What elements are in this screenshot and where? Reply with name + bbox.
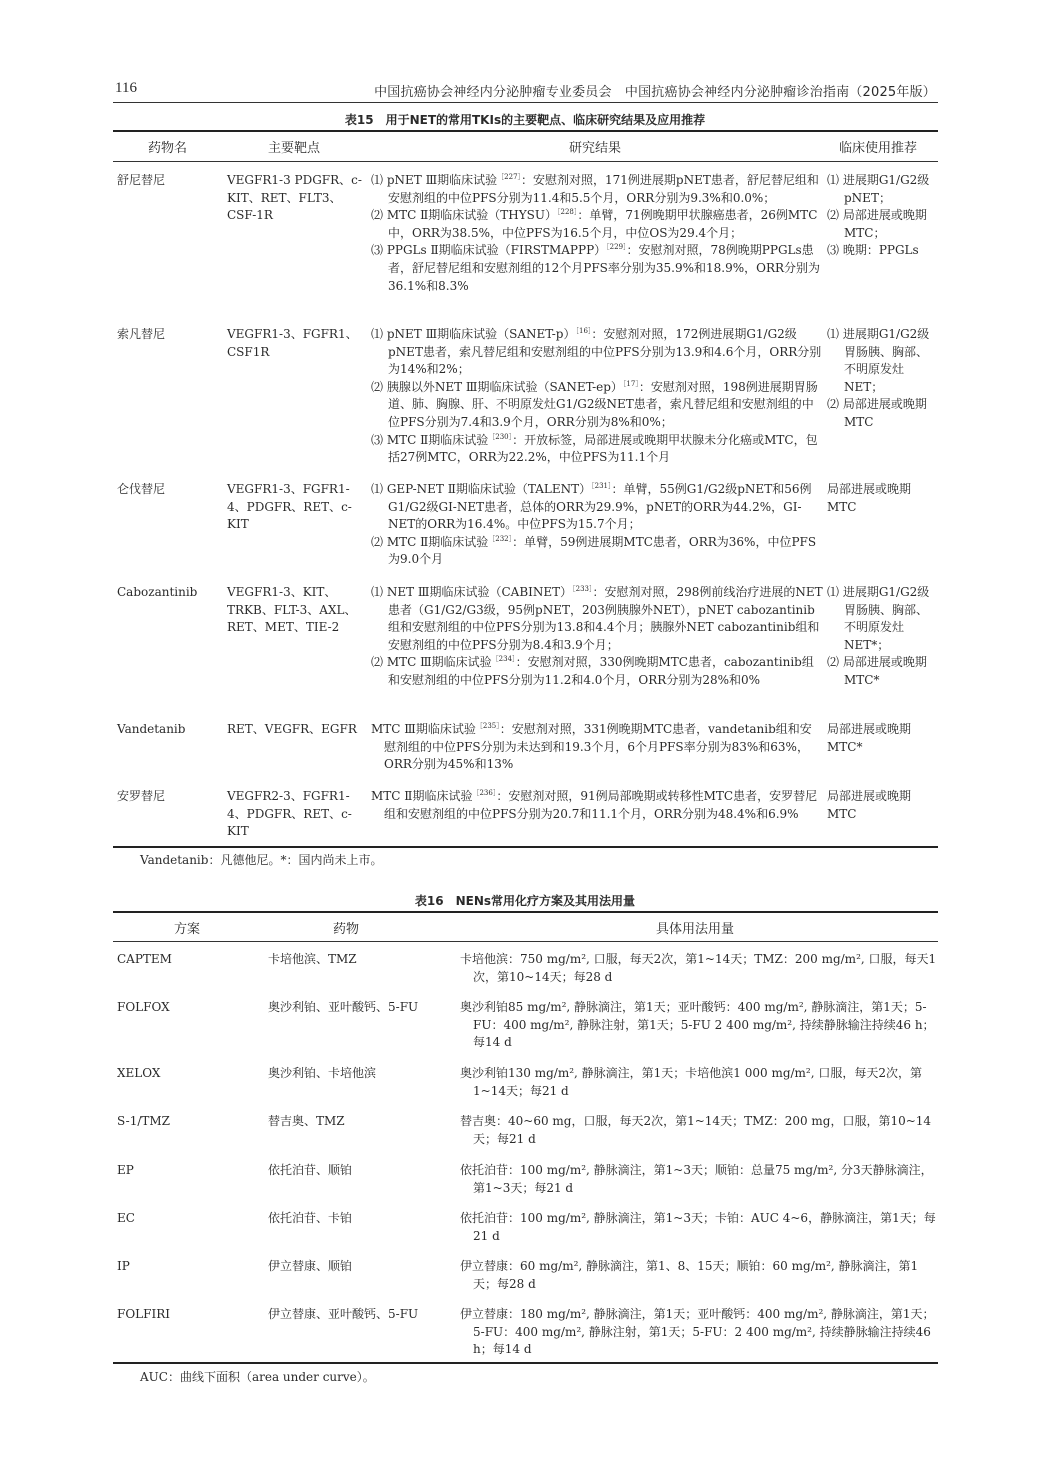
- result-item: ⑵ 胰腺以外NET Ⅲ期临床试验（SANET-ep）$^{[17]}$：安慰剂对照，198例进展期胃肠道、肺、胸腺、肝、不明原发灶G1/G2级NET患者，索凡替尼组和安慰剂组的中位PFS分别为7.4和3.9个月，ORR分别为8%和0%；: [371, 379, 818, 429]
- table16-col-dosage: 具体用法用量: [656, 922, 735, 937]
- table15-targets: VEGFR1-3、FGFR1、CSF1R: [227, 327, 358, 359]
- table15-targets: VEGFR1-3 PDGFR、c-KIT、RET、FLT3、CSF-1R: [227, 173, 362, 223]
- result-item: ⑵ MTC Ⅲ期临床试验$^{[234]}$：安慰剂对照，330例晚期MTC患者，cabozantinib组和安慰剂组的中位PFS分别为11.2和4.0个月，ORR分别为28%和0%: [371, 655, 814, 687]
- table15-targets: VEGFR1-3、FGFR1-4、PDGFR、RET、c-KIT: [227, 482, 352, 532]
- running-header: 中国抗癌协会神经内分泌肿瘤专业委员会 中国抗癌协会神经内分泌肿瘤诊治指南（2025年版）: [374, 85, 936, 100]
- table15-targets: RET、VEGFR、EGFR: [227, 722, 357, 736]
- table15-targets: VEGFR2-3、FGFR1-4、PDGFR、RET、c-KIT: [227, 789, 352, 839]
- table15-col-recommend: 临床使用推荐: [839, 141, 918, 156]
- table16-dosage: 依托泊苷：100 mg/m², 静脉滴注，第1~3天；顺铂：总量75 mg/m², 分3天静脉滴注，第1~3天；每21 d: [460, 1163, 933, 1195]
- result-item: ⑶ PPGLs Ⅱ期临床试验（FIRSTMAPPP）$^{[229]}$：安慰剂对照，78例晚期PPGLs患者，舒尼替尼组和安慰剂组的12个月PFS率分别为35.9%和18.9%，ORR分别为36.1%和8.3%: [371, 243, 821, 293]
- table15-targets: VEGFR1-3、KIT、TRKB、FLT-3、AXL、RET、MET、TIE-2: [227, 585, 357, 635]
- table15-recommend: ⑴ 进展期G1/G2级胃肠胰、胸部、不明原发灶NET*； ⑵ 局部进展或晚期MTC*: [827, 585, 930, 687]
- table15-recommend: 局部进展或晚期MTC: [827, 789, 912, 821]
- table15-results: [371, 584, 823, 690]
- table15-header-rule: [113, 161, 938, 162]
- table16-col-drugs: 药物: [333, 922, 360, 937]
- table16-regimen: EC: [117, 1211, 135, 1225]
- table16-dosage: 伊立替康：180 mg/m², 静脉滴注，第1天；亚叶酸钙：400 mg/m², 静脉滴注，第1天；5-FU：400 mg/m², 静脉注射，第1天；5-FU：2 400 mg/m², 持续静脉输注持续46 h；每14 d: [460, 1307, 935, 1357]
- table16-bottom-rule: [113, 1362, 938, 1364]
- table16-drugs: 依托泊苷、顺铂: [268, 1163, 353, 1177]
- table15-recommend: 局部进展或晚期MTC*: [827, 722, 912, 754]
- table15-recommend: ⑴ 进展期G1/G2级胃肠胰、胸部、不明原发灶NET； ⑵ 局部进展或晚期MTC: [827, 327, 930, 429]
- table15-drug: Cabozantinib: [117, 585, 198, 599]
- table15-footnote: Vandetanib：凡德他尼。*：国内尚未上市。: [140, 853, 383, 867]
- table16-dosage: 奥沙利铂130 mg/m², 静脉滴注，第1天；卡培他滨1 000 mg/m², 口服，每天2次，第1~14天；每21 d: [460, 1066, 923, 1098]
- table16-top-rule: [113, 911, 938, 913]
- result-item: MTC Ⅱ期临床试验$^{[236]}$：安慰剂对照，91例局部晚期或转移性MTC患者，安罗替尼组和安慰剂组的中位PFS分别为20.7和11.1个月，ORR分别为48.4%和6.9%: [371, 789, 818, 821]
- table16-drugs: 奥沙利铂、卡培他滨: [268, 1066, 377, 1080]
- table15-drug: 舒尼替尼: [117, 173, 166, 187]
- table16-regimen: XELOX: [117, 1066, 161, 1080]
- result-item: ⑵ MTC Ⅱ期临床试验（THYSU）$^{[228]}$：单臂，71例晚期甲状腺癌患者，26例MTC中，ORR为38.5%，中位PFS为16.5个月，中位OS为29.4个月；: [371, 208, 818, 240]
- table15-drug: 索凡替尼: [117, 327, 166, 341]
- table16-regimen: FOLFOX: [117, 1000, 170, 1014]
- table16-dosage: 奥沙利铂85 mg/m², 静脉滴注，第1天；亚叶酸钙：400 mg/m², 静脉滴注，第1天；5-FU：400 mg/m², 静脉注射，第1天；5-FU 2 400 mg/m², 持续静脉输注持续46 h；每14 d: [460, 1000, 935, 1050]
- table15-col-drug: 药物名: [148, 141, 188, 156]
- table16-drugs: 依托泊苷、卡铂: [268, 1211, 353, 1225]
- result-item: MTC Ⅲ期临床试验$^{[235]}$：安慰剂对照，331例晚期MTC患者，vandetanib组和安慰剂组的中位PFS分别为未达到和19.3个月，6个月PFS率分别为83%和63%，ORR分别为45%和13%: [371, 722, 812, 772]
- result-item: ⑴ pNET Ⅲ期临床试验$^{[227]}$：安慰剂对照，171例进展期pNET患者，舒尼替尼组和安慰剂组的中位PFS分别为11.4和5.5个月，ORR分别为9.3%和0.0%；: [371, 173, 819, 205]
- table16-dosage: 依托泊苷：100 mg/m², 静脉滴注，第1~3天；卡铂：AUC 4~6，静脉滴注，第1天；每21 d: [460, 1211, 936, 1243]
- table16-regimen: IP: [117, 1259, 130, 1273]
- table15-results: [371, 721, 823, 774]
- table15-recommend: ⑴ 进展期G1/G2级pNET； ⑵ 局部进展或晚期MTC； ⑶ 晚期：PPGLs: [827, 173, 930, 258]
- table15-drug: 仑伐替尼: [117, 482, 166, 496]
- header-rule: [113, 102, 938, 103]
- table16-regimen: CAPTEM: [117, 952, 172, 966]
- table16-dosage: 替吉奥：40~60 mg，口服，每天2次，第1~14天；TMZ：200 mg，口服，第10~14天；每21 d: [460, 1114, 932, 1146]
- table16-header-rule: [113, 941, 938, 942]
- table16-regimen: EP: [117, 1163, 134, 1177]
- table16-drugs: 奥沙利铂、亚叶酸钙、5-FU: [268, 1000, 419, 1014]
- table15-caption: 表15 用于NET的常用TKIs的主要靶点、临床研究结果及应用推荐: [344, 113, 706, 127]
- table16-drugs: 伊立替康、顺铂: [268, 1259, 353, 1273]
- table15-col-results: 研究结果: [569, 141, 622, 156]
- table15-col-targets: 主要靶点: [268, 141, 321, 156]
- table15-results: [371, 788, 823, 823]
- table16-regimen: FOLFIRI: [117, 1307, 170, 1321]
- table16-col-regimen: 方案: [174, 922, 201, 937]
- table15-top-rule: [113, 130, 938, 132]
- table15-results: [371, 172, 823, 295]
- result-item: ⑵ MTC Ⅱ期临床试验$^{[232]}$：单臂，59例进展期MTC患者，ORR为36%，中位PFS为9.0个月: [371, 534, 817, 567]
- result-item: ⑴ GEP-NET Ⅱ期临床试验（TALENT）$^{[231]}$：单臂，55例G1/G2级pNET和56例G1/G2级GI-NET患者，总体的ORR为29.9%，pNET的ORR为44.2%，GI-NET的ORR为16.4%。中位PFS为15.7个月；: [371, 482, 812, 532]
- table15-results: [371, 326, 823, 467]
- table15-bottom-rule: [113, 846, 938, 848]
- result-item: ⑴ pNET Ⅲ期临床试验（SANET-p）$^{[16]}$：安慰剂对照，172例进展期G1/G2级pNET患者，索凡替尼组和安慰剂组的中位PFS分别为13.9和4.6个月，ORR分别为14%和2%；: [371, 327, 822, 377]
- result-item: ⑶ MTC Ⅱ期临床试验$^{[230]}$：开放标签，局部进展或晚期甲状腺未分化癌或MTC，包括27例MTC，ORR为22.2%，中位PFS为11.1个月: [371, 432, 818, 465]
- table16-drugs: 伊立替康、亚叶酸钙、5-FU: [268, 1307, 419, 1321]
- page-number: 116: [115, 80, 137, 96]
- result-item: ⑴ NET Ⅲ期临床试验（CABINET）$^{[233]}$：安慰剂对照，298例前线治疗进展的NET患者（G1/G2/G3级，95例pNET，203例胰腺外NET），pNET cabozantinib组和安慰剂组的中位PFS分别为13.8和4.4个月；胰腺外NET cabozantinib组和安慰剂组的中位PFS分别为8.4和3.9个月；: [371, 585, 823, 652]
- table16-footnote: AUC：曲线下面积（area under curve）。: [140, 1370, 375, 1384]
- table15-results: [371, 481, 823, 569]
- table16-dosage: 卡培他滨：750 mg/m², 口服，每天2次，第1~14天；TMZ：200 mg/m², 口服，每天1次，第10~14天；每28 d: [460, 952, 937, 984]
- table15-drug: 安罗替尼: [117, 789, 166, 803]
- table15-drug: Vandetanib: [117, 722, 186, 736]
- table15-recommend: 局部进展或晚期MTC: [827, 482, 912, 514]
- table16-drugs: 卡培他滨、TMZ: [268, 952, 357, 966]
- table16-regimen: S-1/TMZ: [117, 1114, 171, 1128]
- table16-dosage: 伊立替康：60 mg/m², 静脉滴注，第1、8、15天；顺铂：60 mg/m², 静脉滴注，第1天；每28 d: [460, 1259, 919, 1291]
- table16-drugs: 替吉奥、TMZ: [268, 1114, 345, 1128]
- table16-caption: 表16 NENs常用化疗方案及其用法用量: [414, 894, 636, 908]
